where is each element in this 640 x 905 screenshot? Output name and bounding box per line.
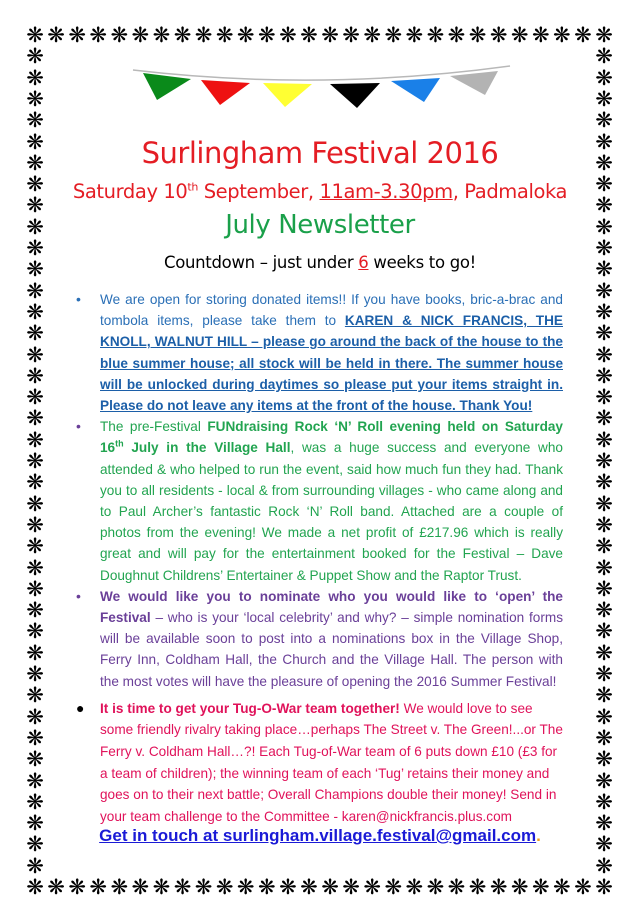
flag-red (201, 80, 250, 105)
border-star-icon: ❋ (595, 214, 613, 239)
border-star-icon: ❋ (595, 129, 613, 154)
border-star-icon: ❋ (26, 811, 44, 836)
border-star-icon: ❋ (26, 23, 44, 47)
border-star-icon: ❋ (595, 598, 613, 623)
border-star-icon: ❋ (26, 65, 44, 90)
border-star-icon: ❋ (595, 193, 613, 218)
page-title: Surlingham Festival 2016 (141, 136, 499, 170)
border-star-icon: ❋ (595, 406, 613, 431)
border-star-icon: ❋ (595, 150, 613, 175)
bunting-string (133, 66, 510, 80)
countdown (60, 253, 580, 272)
border-star-icon: ❋ (26, 363, 44, 388)
border-star-icon: ❋ (553, 23, 571, 47)
border-star-icon: ❋ (173, 875, 192, 899)
border-star-icon: ❋ (595, 427, 613, 452)
list-item-tug-of-war (76, 698, 563, 828)
border-star-icon: ❋ (595, 65, 613, 90)
list-item-nominations (76, 586, 563, 692)
flag-grey (450, 71, 498, 95)
border-star-icon: ❋ (26, 704, 44, 729)
border-star-icon: ❋ (26, 44, 44, 69)
item-text: The pre-Festival (100, 419, 208, 435)
border-star-icon: ❋ (489, 875, 508, 899)
border-star-icon: ❋ (595, 875, 613, 899)
border-star-icon: ❋ (595, 491, 613, 516)
border-star-icon: ❋ (574, 875, 592, 899)
border-star-icon: ❋ (447, 23, 466, 47)
border-star-icon: ❋ (595, 555, 613, 580)
border-star-icon: ❋ (26, 555, 44, 580)
bullet-icon: • (76, 291, 81, 307)
contact-line (60, 826, 580, 846)
border-star-icon: ❋ (595, 342, 613, 367)
border-star-icon: ❋ (595, 662, 613, 686)
countdown-weeks: 6 (358, 253, 369, 272)
border-star-icon: ❋ (26, 214, 44, 239)
border-star-icon: ❋ (468, 875, 487, 899)
border-star-icon: ❋ (26, 747, 44, 772)
border-star-icon: ❋ (300, 23, 318, 47)
border-star-icon: ❋ (26, 789, 44, 814)
border-star-icon: ❋ (595, 512, 613, 537)
date-suffix: th (115, 438, 124, 449)
border-star-icon: ❋ (595, 44, 613, 69)
border-star-icon: ❋ (595, 832, 613, 857)
date-suffix: th (187, 180, 198, 194)
border-star-icon: ❋ (215, 23, 234, 47)
border-star-icon: ❋ (595, 172, 613, 197)
border-star-icon: ❋ (595, 576, 613, 601)
border-star-icon: ❋ (152, 23, 171, 47)
border-star-icon: ❋ (26, 108, 44, 133)
bullet-icon: • (76, 418, 81, 435)
countdown-text-end: weeks to go! (368, 253, 477, 272)
news-list (76, 289, 563, 827)
item-highlight: KAREN & NICK FRANCIS, THE KNOLL, WALNUT HILL – please go around the back of the house to the blue summer house; all stock will be held in there. The summer house will be unlocked during daytimes so please put your items straight in. Please do not leave any items at the front of the house. Thank You! (100, 313, 563, 414)
border-star-icon: ❋ (595, 853, 613, 878)
border-star-icon: ❋ (152, 875, 171, 899)
border-star-icon: ❋ (236, 875, 255, 899)
border-star-icon: ❋ (405, 23, 424, 47)
flag-green (143, 73, 191, 100)
border-star-icon: ❋ (26, 576, 44, 601)
border-star-icon: ❋ (26, 257, 44, 282)
border-star-icon: ❋ (595, 640, 613, 665)
border-star-icon: ❋ (258, 875, 276, 899)
border-star-icon: ❋ (595, 321, 613, 346)
border-star-icon: ❋ (595, 86, 613, 111)
border-star-icon: ❋ (279, 875, 297, 899)
border-star-icon: ❋ (26, 619, 44, 644)
border-star-icon: ❋ (26, 853, 44, 878)
bullet-icon: • (76, 587, 81, 604)
border-star-icon: ❋ (131, 23, 150, 47)
border-star-icon: ❋ (405, 875, 424, 899)
border-star-icon: ❋ (321, 23, 339, 47)
border-star-icon: ❋ (595, 725, 613, 750)
newsletter-heading: July Newsletter (225, 210, 415, 240)
border-star-icon: ❋ (26, 427, 44, 452)
border-star-icon: ❋ (110, 875, 129, 899)
event-month: September, (197, 180, 320, 203)
border-star-icon: ❋ (26, 449, 44, 473)
event-time: 11am-3.30pm (319, 180, 453, 203)
border-star-icon: ❋ (26, 640, 44, 665)
border-star-icon: ❋ (110, 23, 129, 47)
border-star-icon: ❋ (26, 491, 44, 516)
list-item-rock-n-roll (76, 416, 563, 586)
item-text: , was a huge success and everyone who attended & who helped to run the event, said how much fun they had. Thank you to all residents - local & from surrounding villages - who came along and to Paul Archer’s fantastic Rock ‘N’ Roll band. Attached are a couple of photos from the evening! We made a net profit of £217.96 which is really great and will pay for the entertainment booked for the Festival – Dave Doughnut Childrens’ Entertainer & Puppet Show and the Raptor Trust. (100, 440, 563, 583)
border-star-icon: ❋ (426, 23, 445, 47)
border-star-icon: ❋ (595, 619, 613, 644)
border-star-icon: ❋ (595, 236, 613, 260)
border-star-icon: ❋ (595, 789, 613, 814)
list-item-donations (76, 289, 563, 416)
border-star-icon: ❋ (489, 23, 508, 47)
countdown-text: Countdown – just under (163, 253, 359, 272)
border-star-icon: ❋ (26, 683, 44, 708)
border-star-icon: ❋ (26, 598, 44, 623)
flag-blue (391, 78, 440, 102)
border-star-icon: ❋ (68, 23, 86, 47)
border-star-icon: ❋ (89, 23, 108, 47)
border-star-icon: ❋ (300, 875, 318, 899)
event-location: , Padmaloka (452, 180, 568, 203)
border-star-icon: ❋ (595, 449, 613, 473)
border-star-icon: ❋ (26, 278, 44, 303)
item-highlight: July in the Village Hall (123, 440, 291, 456)
border-star-icon: ❋ (47, 23, 65, 47)
item-highlight: We would like you to nominate who you would like to ‘open’ the Festival (100, 588, 563, 626)
border-star-icon: ❋ (258, 23, 276, 47)
border-star-icon: ❋ (215, 875, 234, 899)
border-star-icon: ❋ (279, 23, 297, 47)
border-star-icon: ❋ (26, 662, 44, 686)
border-star-icon: ❋ (26, 129, 44, 154)
border-star-icon: ❋ (595, 811, 613, 836)
border-star-icon: ❋ (342, 23, 360, 47)
border-star-icon: ❋ (26, 150, 44, 175)
border-star-icon: ❋ (131, 875, 150, 899)
border-star-icon: ❋ (173, 23, 192, 47)
border-star-icon: ❋ (384, 875, 403, 899)
border-star-icon: ❋ (595, 108, 613, 133)
border-star-icon: ❋ (194, 875, 213, 899)
border-star-icon: ❋ (595, 534, 613, 559)
border-star-icon: ❋ (595, 470, 613, 495)
border-star-icon: ❋ (26, 406, 44, 431)
border-star-icon: ❋ (595, 704, 613, 729)
border-star-icon: ❋ (26, 342, 44, 367)
border-star-icon: ❋ (26, 768, 44, 793)
border-star-icon: ❋ (26, 193, 44, 218)
item-highlight: FUNdraising Rock ‘N’ Roll evening held on Saturday 16 (100, 419, 563, 456)
border-star-icon: ❋ (363, 875, 381, 899)
border-star-icon: ❋ (363, 23, 381, 47)
flag-yellow (263, 83, 312, 107)
item-text: We would love to see some friendly rivalry taking place…perhaps The Street v. The Green!...or The Ferry v. Coldham Hall…?! Each Tug-of-War team of 6 puts down £10 (£3 for a team of children); the winning team of each ‘Tug’ retains their money and goes on to their next battle; Overall Champions double their money! Send in your team challenge to the Committee - karen@nickfrancis.plus.com (100, 700, 563, 824)
border-star-icon: ❋ (595, 683, 613, 708)
border-star-icon: ❋ (595, 278, 613, 303)
border-star-icon: ❋ (26, 385, 44, 410)
border-star-icon: ❋ (595, 299, 613, 324)
border-star-icon: ❋ (26, 470, 44, 495)
event-date: Saturday 10 (72, 180, 188, 203)
border-star-icon: ❋ (236, 23, 255, 47)
bunting-flags-icon (0, 0, 640, 133)
border-star-icon: ❋ (595, 23, 613, 47)
border-star-icon: ❋ (595, 385, 613, 410)
item-highlight: It is time to get your Tug-O-War team together! (100, 700, 400, 716)
flag-black (330, 83, 380, 108)
border-star-icon: ❋ (510, 875, 529, 899)
border-star-icon: ❋ (426, 875, 445, 899)
border-star-icon: ❋ (384, 23, 403, 47)
border-star-icon: ❋ (595, 768, 613, 793)
border-star-icon: ❋ (553, 875, 571, 899)
contact-email-link[interactable]: Get in touch at surlingham.village.festival@gmail.com (99, 826, 537, 845)
item-text: We are open for storing donated items!! If you have books, bric-a-brac and tombola items, please take them to (100, 292, 563, 329)
border-star-icon: ❋ (510, 23, 529, 47)
border-star-icon: ❋ (595, 747, 613, 772)
contact-period: . (536, 826, 541, 845)
border-star-icon: ❋ (26, 725, 44, 750)
border-star-icon: ❋ (595, 363, 613, 388)
border-star-icon: ❋ (26, 512, 44, 537)
border-star-icon: ❋ (68, 875, 86, 899)
border-star-icon: ❋ (574, 23, 592, 47)
border-star-icon: ❋ (26, 875, 44, 899)
border-star-icon: ❋ (342, 875, 360, 899)
border-star-icon: ❋ (89, 875, 108, 899)
border-star-icon: ❋ (531, 875, 550, 899)
border-star-icon: ❋ (321, 875, 339, 899)
border-star-icon: ❋ (26, 236, 44, 260)
event-details (60, 180, 580, 203)
border-star-icon: ❋ (468, 23, 487, 47)
bullet-icon: ● (76, 699, 85, 716)
border-star-icon: ❋ (26, 86, 44, 111)
border-star-icon: ❋ (447, 875, 466, 899)
border-star-icon: ❋ (47, 875, 65, 899)
border-star-icon: ❋ (26, 534, 44, 559)
border-star-icon: ❋ (595, 257, 613, 282)
border-star-icon: ❋ (26, 172, 44, 197)
border-star-icon: ❋ (26, 321, 44, 346)
border-star-icon: ❋ (531, 23, 550, 47)
border-star-icon: ❋ (26, 832, 44, 857)
border-star-icon: ❋ (194, 23, 213, 47)
border-star-icon: ❋ (26, 299, 44, 324)
item-text: – who is your ‘local celebrity’ and why? – simple nomination forms will be available soon to post into a nominations box in the Village Shop, Ferry Inn, Coldham Hall, the Church and the Village Hall. The person with the most votes will have the pleasure of opening the 2016 Summer Festival! (100, 610, 563, 689)
